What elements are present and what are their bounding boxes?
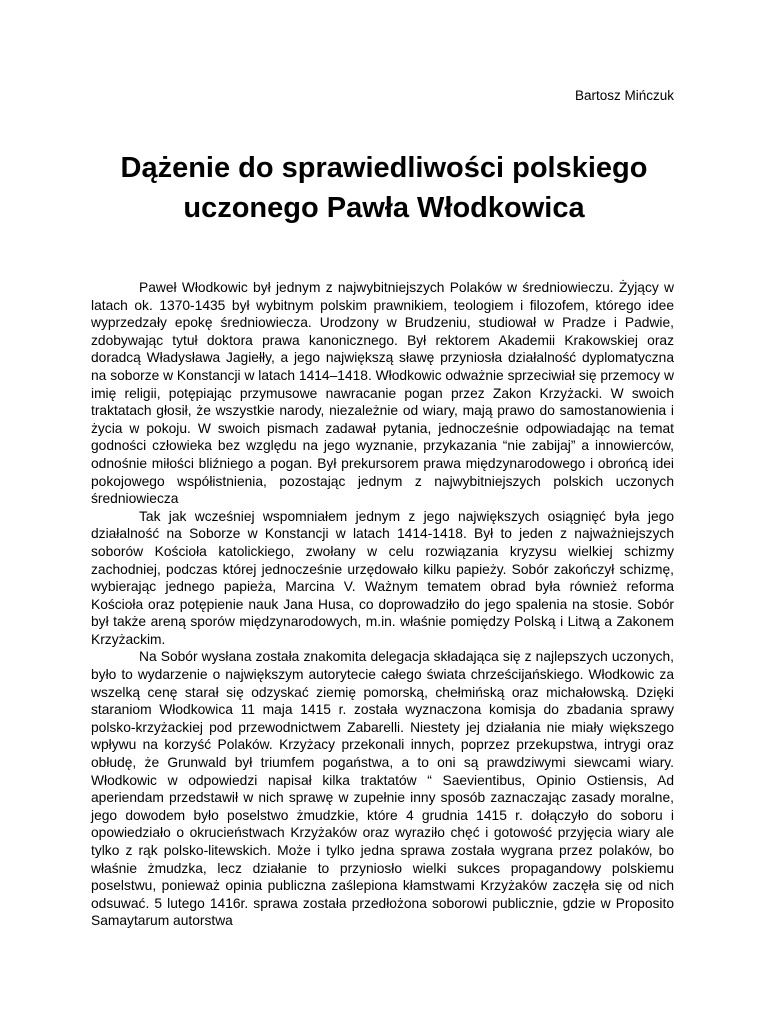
author-name: Bartosz Mińczuk — [574, 88, 674, 103]
document-body — [91, 279, 674, 930]
paragraph-1: Paweł Włodkowic był jednym z najwybitniejszych Polaków w średniowieczu. Żyjący w latach ok. 1370-1435 był wybitnym polskim prawnikiem, teologiem i filozofem, którego idee wyprzedzały epokę średniowiecza. Urodzony w Brudzeniu, studiował w Pradze i Padwie, zdobywając tytuł doktora prawa kanonicznego. Był rektorem Akademii Krakowskiej oraz doradcą Władysława Jagiełły, a jego największą sławę przyniosła działalność dyplomatyczna na soborze w Konstancji w latach 1414–1418. Włodkowic odważnie sprzeciwiał się przemocy w imię religii, potępiając przymusowe nawracanie pogan przez Zakon Krzyżacki. W swoich traktatach głosił, że wszystkie narody, niezależnie od wiary, mają prawo do samostanowienia i życia w pokoju. W swoich pismach zadawał pytania, jednocześnie odpowiadając na temat godności człowieka bez względu na jego wyznanie, przykazania “nie zabijaj” a innowierców, odnośnie miłości bliźniego a pogan. Był prekursorem prawa międzynarodowego i obrońcą idei pokojowego współistnienia, pozostając jednym z najwybitniejszych polskich uczonych średniowiecza — [91, 280, 674, 507]
document-title: Dążenie do sprawiedliwości polskiego uczonego Pawła Włodkowica — [120, 152, 648, 224]
paragraph-2: Tak jak wcześniej wspomniałem jednym z jego największych osiągnięć była jego działalność na Soborze w Konstancji w latach 1414-1418. Był to jeden z najważniejszych soborów Kościoła katolickiego, zwołany w celu rozwiązania kryzysu wielkiej schizmy zachodniej, podczas której jednocześnie urzędowało kilku papieży. Sobór zakończył schizmę, wybierając jednego papieża, Marcina V. Ważnym tematem obrad była również reforma Kościoła oraz potępienie nauk Jana Husa, co doprowadziło do jego spalenia na stosie. Sobór był także areną sporów międzynarodowych, m.in. właśnie pomiędzy Polską i Litwą a Zakonem Krzyżackim. — [91, 508, 674, 647]
paragraph-3: Na Sobór wysłana została znakomita delegacja składająca się z najlepszych uczonych, było to wydarzenie o największym autorytecie całego świata chrześcijańskiego. Włodkowic za wszelką cenę starał się odzyskać ziemię pomorską, chełmińską oraz michałowską. Dzięki staraniom Włodkowica 11 maja 1415 r. została wyznaczona komisja do zbadania sprawy polsko-krzyżackiej pod przewodnictwem Zabarelli. Niestety jej działania nie miały większego wpływu na korzyść Polaków. Krzyżacy przekonali innych, poprzez przekupstwa, intrygi oraz obłudę, że Grunwald był triumfem pogaństwa, a to oni są prawdziwymi siewcami wiary. Włodkowic w odpowiedzi napisał kilka traktatów “ Saevientibus, Opinio Ostiensis, Ad aperiendam przedstawił w nich sprawę w zupełnie inny sposób zaznaczając zasady moralne, jego dowodem było poselstwo żmudzkie, które 4 grudnia 1415 r. dołączyło do soboru i opowiedziało o okrucieństwach Krzyżaków oraz wyraziło chęć i gotowość przyjęcia wiary ale tylko z rąk polsko-litewskich. Może i tylko jedna sprawa została wygrana przez polaków, bo właśnie żmudzka, lecz działanie to przyniosło wielki sukces propagandowy polskiemu poselstwu, ponieważ opinia publiczna zaślepiona kłamstwami Krzyżaków zaczęła się od nich odsuwać. 5 lutego 1416r. sprawa została przedłożona soborowi publicznie, gdzie w Proposito Samaytarum autorstwa — [91, 649, 674, 929]
